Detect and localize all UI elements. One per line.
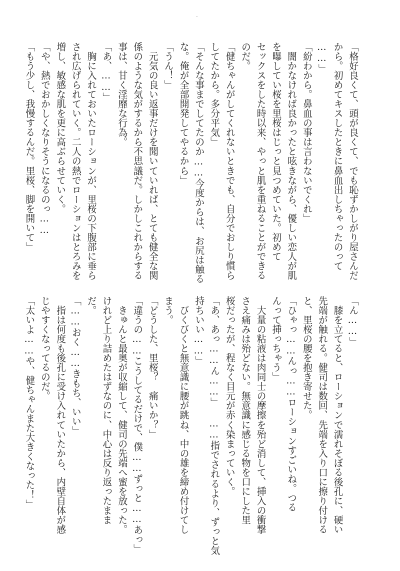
text-line: 「あ、……」: [100, 42, 112, 103]
text-line: さえ痛みは殆どない。無意識に感じる物を口にした里: [239, 296, 251, 525]
text-line: してたから。多分平気」: [208, 42, 220, 147]
text-line: 「もう少し、我慢するんだ。里桜、脚を開いて」: [23, 42, 35, 252]
text-line: 膝を立てると、ローションで濡れそぼる後孔に、硬い: [331, 296, 343, 535]
text-line: のだ。: [239, 42, 251, 71]
text-line: を曝してい桜を里桜はじっと見つめていた。初めて: [269, 42, 281, 262]
text-line: と、里桜の腰を抱き寄せた。: [300, 296, 312, 421]
page-mark: ·: [196, 14, 198, 21]
text-line: びくびくと無意識に腰が跳ね、中の雄を締め付けてし: [177, 296, 189, 535]
lower-text-block: [21, 296, 360, 556]
text-line: 胸に入れておいたローションが、里桜の下腹部に垂ら: [85, 42, 97, 281]
text-line: 「健ちゃんがしてくれないときでも、自分でおしり慣ら: [223, 42, 235, 281]
text-line: 「紛わから。鼻血の事は言わないでくれ」: [300, 42, 312, 224]
text-line: 元気の良い返事だけを聞いていれば、とても健全な関: [146, 42, 158, 281]
text-line: 指は何度も後孔に受け入れていたから、内壁自体が感: [54, 296, 66, 535]
text-line: じやすくなってるのだ。: [38, 296, 50, 401]
text-line: 「……おく……きもち、いい」: [69, 296, 81, 436]
text-line: な。俺が全部開発してやるから」: [177, 42, 189, 186]
text-line: 「や、熱でおかしくなりそうになるのっ……: [38, 42, 50, 237]
text-line: 闇かなければ良かったと呟きながら、優しい恋人が肌: [285, 42, 297, 281]
text-line: 「違うの……こうしてるだけで、僕……ずっと……あっ」: [131, 296, 143, 554]
text-line: まう。: [162, 296, 174, 325]
text-line: 先端が触れる。健司は数回、先端を入り口に擦り付ける: [316, 296, 328, 535]
text-line: けれど上り詰めたはずなのに、中心は反り返ったまま: [100, 296, 112, 525]
text-line: 「うん！」: [162, 42, 174, 90]
text-line: 「太いよ……や、健ちゃんまた大きくなった！」: [23, 296, 35, 510]
text-line: ……」: [316, 42, 328, 74]
text-line: 増し、敏感な肌を更に高ぶらせていく。: [54, 42, 66, 214]
text-line: セックスをした時以来、やっと肌を重ねることができる: [254, 42, 266, 281]
text-line: から。初めてキスしたときに鼻血出しちゃったのって: [331, 42, 343, 271]
text-line: だ。: [85, 296, 97, 316]
text-line: 「格好良くて、頭が良くて、でも恥ずかしがり屋さんだ: [347, 42, 358, 281]
text-line: んって挿っちゃう」: [269, 296, 281, 382]
text-line: 大量の粘液は肉同士の摩擦を殆ど消して、挿入の衝撃: [254, 296, 266, 535]
text-line: 持ちいい……」: [192, 296, 204, 366]
text-line: 係のような気がするから不思議だ。しかしこれからする: [131, 42, 143, 281]
text-line: 「どうした、里桜？ 痛いか？」: [146, 296, 158, 440]
text-line: きゅんと最奥が収縮して、健司の先端へ蜜を放った。: [115, 296, 127, 535]
text-line: 「あ、あっ……ん……」 ……指でされるより、ずっと気: [208, 296, 220, 556]
text-line: 桜だったが、程なく目元が赤く染まっていく。: [223, 296, 235, 497]
text-line: 「ん……」: [347, 296, 358, 347]
upper-text-block: [21, 42, 360, 284]
text-line: 「そんな事までしてたのか……今度からは、お尻は触る: [192, 42, 204, 284]
text-line: 「ひゃっ……んっ……ローションすごいね。つる: [285, 296, 297, 513]
text-line: され広げられていく。二人の熱でローションはとろみを: [69, 42, 81, 281]
text-line: 事は、甘く淫靡な行為。: [115, 42, 127, 147]
